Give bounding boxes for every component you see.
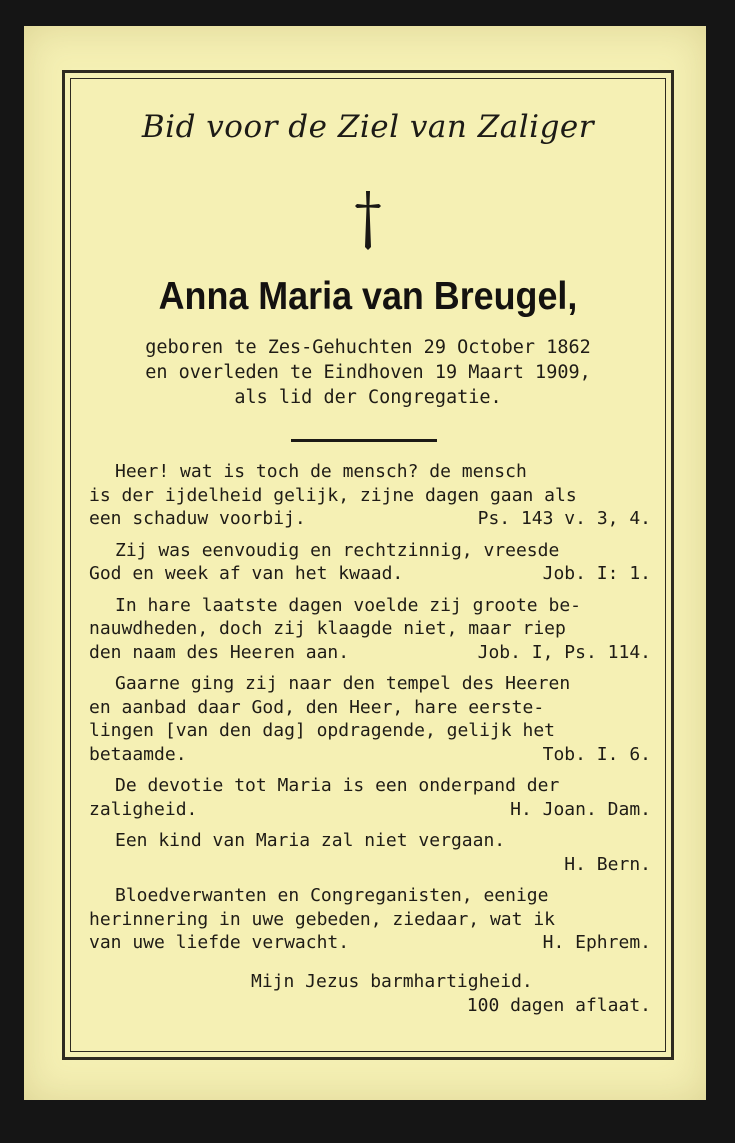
verse-reference: H. Bern. (564, 853, 651, 875)
verse-line (89, 672, 651, 696)
verse-text: zaligheid. (89, 798, 198, 820)
verse-text: Een kind van Maria zal niet vergaan. (115, 830, 506, 851)
verse-line (89, 743, 651, 767)
verse-text: Zij was eenvoudig en rechtzinnig, vreesde (115, 539, 560, 561)
verse-line (89, 641, 651, 665)
verse-line (89, 719, 651, 743)
verse-line (89, 931, 651, 955)
death-line: en overleden te Eindhoven 19 Maart 1909, (145, 362, 591, 383)
verse-paragraph (89, 460, 651, 531)
verse-line (89, 853, 651, 877)
verse-line (89, 617, 651, 641)
verse-line (89, 829, 651, 853)
card-border (62, 70, 674, 1060)
verse-reference: H. Ephrem. (542, 932, 651, 953)
verse-line (89, 774, 651, 798)
verse-text: herinnering in uwe gebeden, ziedaar, wat ik (89, 908, 555, 930)
verse-paragraph (89, 829, 651, 876)
verse-text: betaamde. (89, 743, 187, 765)
verse-line (89, 562, 651, 586)
verse-line (89, 507, 651, 531)
memorial-card (24, 26, 706, 1100)
verse-text: Heer! wat is toch de mensch? de mensch (115, 461, 527, 482)
verse-reference: Job. I, Ps. 114. (477, 641, 651, 663)
membership-line: als lid der Congregatie. (234, 387, 502, 408)
verse-text: Bloedverwanten en Congreganisten, eenige (115, 885, 549, 906)
verse-paragraph (89, 774, 651, 821)
verse-line (89, 884, 651, 908)
verse-text: Gaarne ging zij naar den tempel des Heeren (115, 673, 571, 694)
verse-reference: H. Joan. Dam. (510, 798, 651, 820)
verse-text: lingen [van den dag] opdragende, gelijk het (89, 720, 555, 741)
verse-reference: Tob. I. 6. (542, 743, 651, 765)
verse-line (89, 594, 651, 618)
birth-death-info (85, 335, 651, 410)
verse-text: een schaduw voorbij. (89, 508, 306, 529)
verse-paragraph (89, 672, 651, 766)
birth-line: geboren te Zes-Gehuchten 29 October 1862 (145, 337, 591, 358)
verse-text: God en week af van het kwaad. (89, 563, 404, 584)
verse-line (89, 798, 651, 822)
divider-rule (291, 439, 437, 442)
verse-reference: Job. I: 1. (542, 563, 651, 584)
verse-list (89, 460, 651, 963)
verse-text: nauwdheden, doch zij klaagde niet, maar riep (89, 618, 566, 639)
verse-line (89, 696, 651, 720)
latin-cross-icon (353, 189, 383, 251)
verse-line (89, 460, 651, 484)
verse-text: In hare laatste dagen voelde zij groote be- (115, 594, 581, 616)
prayer-heading: Bid voor de Ziel van Zaliger (141, 109, 595, 145)
deceased-name: Anna Maria van Breugel, (158, 275, 578, 318)
closing-prayer (65, 970, 651, 1018)
verse-paragraph (89, 594, 651, 665)
verse-line (89, 539, 651, 563)
verse-reference: Ps. 143 v. 3, 4. (477, 508, 651, 529)
verse-text: is der ijdelheid gelijk, zijne dagen gaan als (89, 484, 577, 506)
verse-text: van uwe liefde verwacht. (89, 932, 350, 953)
verse-text: den naam des Heeren aan. (89, 641, 350, 663)
verse-line (89, 484, 651, 508)
verse-paragraph (89, 539, 651, 586)
verse-paragraph (89, 884, 651, 955)
verse-text: De devotie tot Maria is een onderpand der (115, 775, 560, 796)
closing-prayer-line: Mijn Jezus barmhartigheid. (251, 971, 533, 992)
verse-line (89, 908, 651, 932)
indulgence-line: 100 dagen aflaat. (466, 995, 651, 1016)
verse-text: en aanbad daar God, den Heer, hare eerste- (89, 696, 545, 718)
